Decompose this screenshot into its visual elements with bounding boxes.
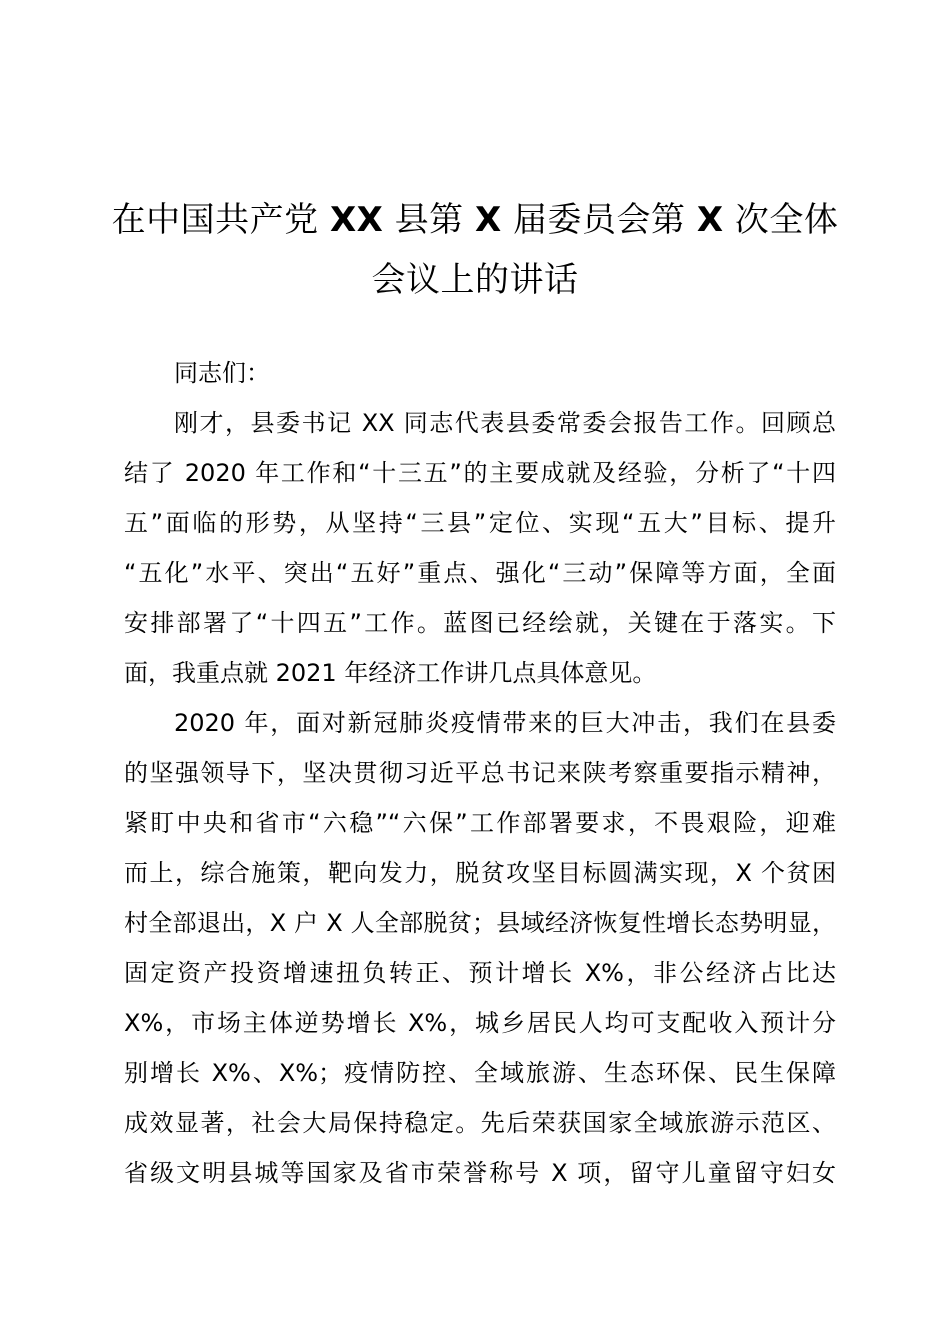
title-text-2: 县第 bbox=[383, 200, 475, 240]
document-body bbox=[124, 348, 836, 1198]
paragraph-line: 村全部退出，X 户 X 人全部脱贫；县域经济恢复性增长态势明显， bbox=[124, 909, 836, 937]
title-line-1 bbox=[100, 190, 850, 250]
paragraph-line: 结了 2020 年工作和“十三五”的主要成就及经验，分析了“十四 bbox=[124, 459, 836, 487]
salutation: 同志们： bbox=[174, 359, 270, 387]
paragraph-line: 刚才，县委书记 XX 同志代表县委常委会报告工作。回顾总 bbox=[174, 409, 836, 437]
paragraph-line: 安排部署了“十四五”工作。蓝图已经绘就，关键在于落实。下 bbox=[124, 609, 836, 637]
paragraph-line: 紧盯中央和省市“六稳”“六保”工作部署要求，不畏艰险，迎难 bbox=[124, 809, 836, 837]
paragraph-line: 别增长 X%、X%；疫情防控、全域旅游、生态环保、民生保障 bbox=[124, 1059, 836, 1087]
paragraph-line: 面，我重点就 2021 年经济工作讲几点具体意见。 bbox=[124, 659, 657, 687]
title-bold-meeting: X bbox=[696, 200, 724, 240]
paragraph-1 bbox=[124, 398, 836, 698]
title-text-3: 届委员会第 bbox=[501, 200, 697, 240]
paragraph-line: “五化”水平、突出“五好”重点、强化“三动”保障等方面，全面 bbox=[124, 559, 836, 587]
paragraph-line: 的坚强领导下，坚决贯彻习近平总书记来陕考察重要指示精神， bbox=[124, 759, 836, 787]
title-text-4: 次全体 bbox=[723, 200, 839, 240]
paragraph-line: 五”面临的形势，从坚持“三县”定位、实现“五大”目标、提升 bbox=[124, 509, 836, 537]
title-line-2: 会议上的讲话 bbox=[371, 260, 579, 300]
title-text-1: 在中国共产党 bbox=[111, 200, 330, 240]
document-title bbox=[100, 190, 850, 310]
paragraph-line: 省级文明县城等国家及省市荣誉称号 X 项，留守儿童留守妇女 bbox=[124, 1159, 836, 1187]
title-bold-session: X bbox=[475, 200, 502, 240]
paragraph-line: X%，市场主体逆势增长 X%，城乡居民人均可支配收入预计分 bbox=[124, 1009, 836, 1037]
title-bold-county: XX bbox=[329, 200, 384, 240]
paragraph-line: 成效显著，社会大局保持稳定。先后荣获国家全域旅游示范区、 bbox=[124, 1109, 836, 1137]
paragraph-line: 固定资产投资增速扭负转正、预计增长 X%，非公经济占比达 bbox=[124, 959, 836, 987]
paragraph-2 bbox=[124, 698, 836, 1198]
paragraph-line: 而上，综合施策，靶向发力，脱贫攻坚目标圆满实现，X 个贫困 bbox=[124, 859, 836, 887]
paragraph-line: 2020 年，面对新冠肺炎疫情带来的巨大冲击，我们在县委 bbox=[174, 709, 836, 737]
